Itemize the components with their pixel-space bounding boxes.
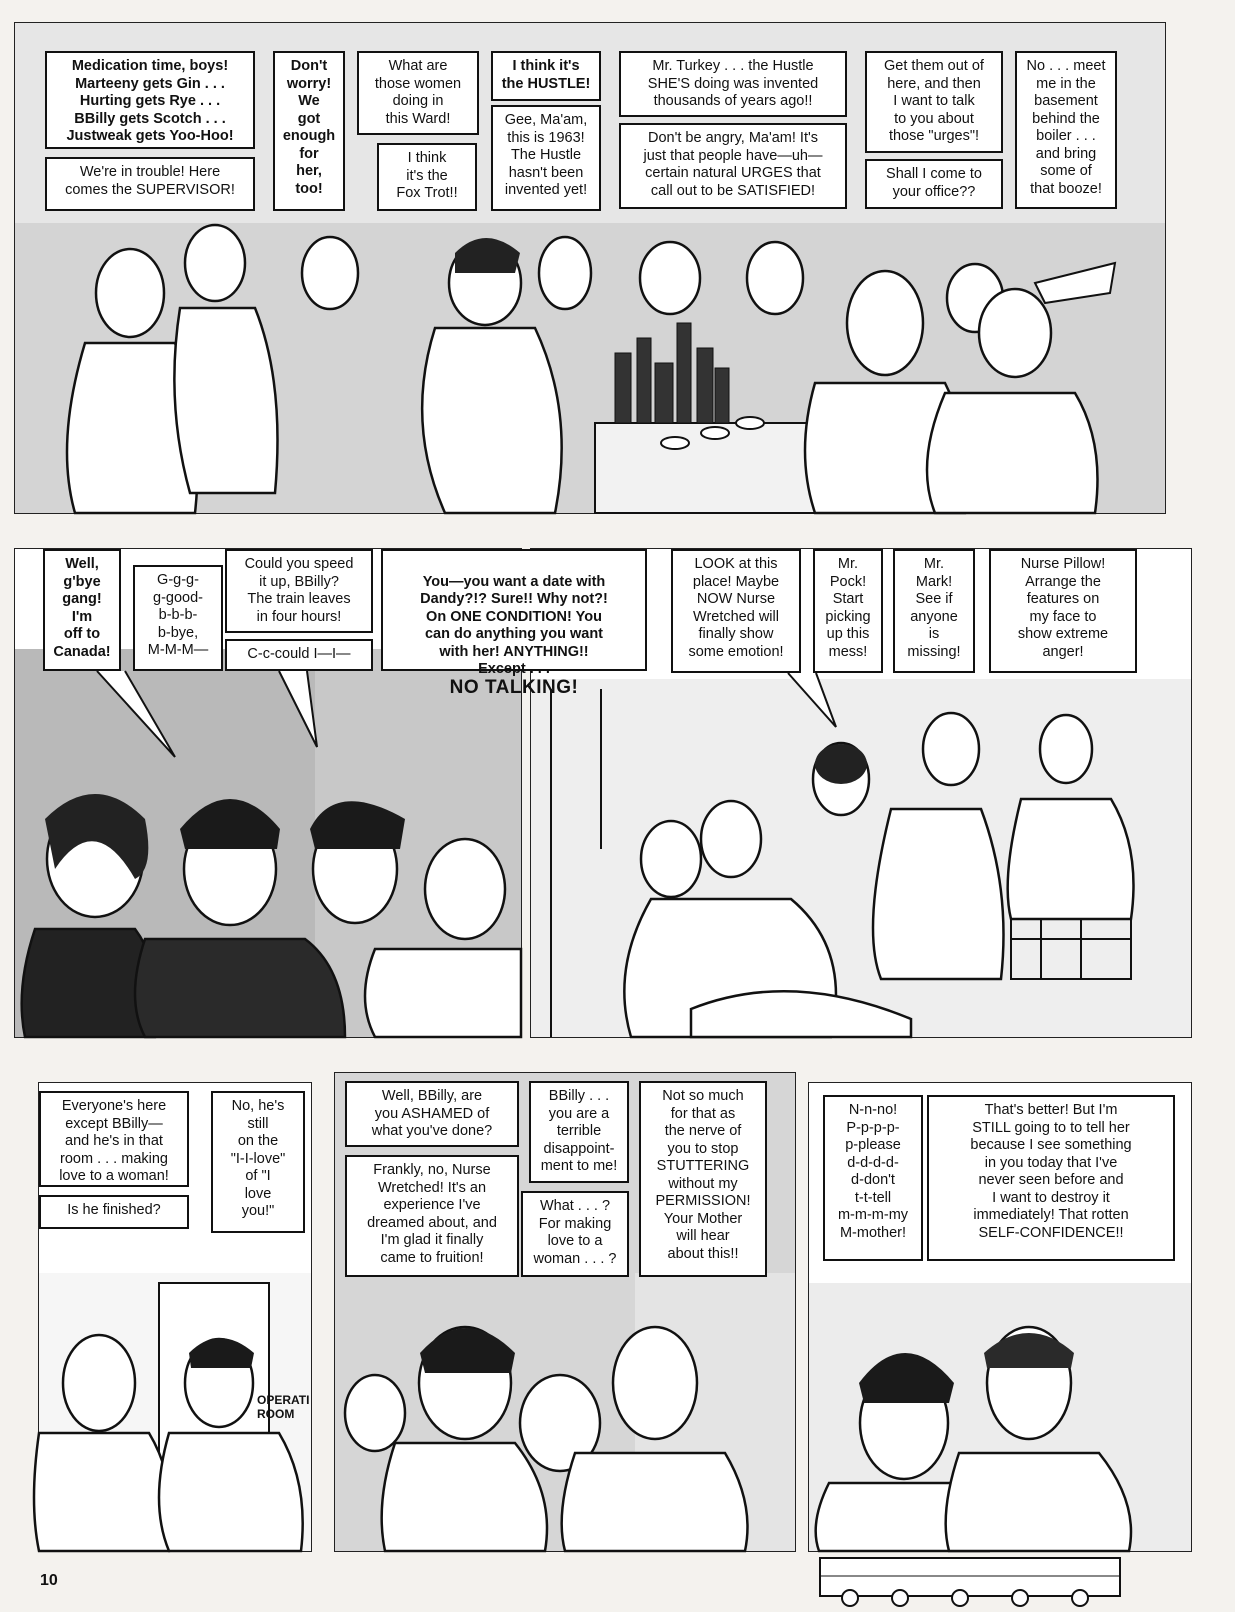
speech-bubble-mr-turkey: Mr. Turkey . . . the Hustle SHE'S doing was invented thousands of years ago!! <box>619 51 847 117</box>
no-talking-emphasis: NO TALKING! <box>449 676 579 698</box>
speech-bubble-nurse-pillow: Nurse Pillow! Arrange the features on my face to show extreme anger! <box>989 549 1137 673</box>
panel-2 <box>14 548 608 1038</box>
panel-4 <box>38 1082 312 1552</box>
speech-bubble-stop-stuttering: Not so much for that as the nerve of you to stop STUTTERING without my PERMISSION! Your Mother will hear about this!! <box>639 1081 767 1277</box>
operating-room-sign: OPERATI ROOM <box>257 1393 310 1421</box>
speech-bubble-supervisor-warning: We're in trouble! Here comes the SUPERVISOR! <box>45 157 255 211</box>
speech-bubble-off-to-canada: Well, g'bye gang! I'm off to Canada! <box>43 549 121 671</box>
speech-bubble-dont-worry: Don't worry! We got enough for her, too! <box>273 51 345 211</box>
bubble-tail-c-could <box>277 669 337 749</box>
speech-bubble-speed-it-up: Could you speed it up, BBilly? The train leaves in four hours! <box>225 549 373 633</box>
speech-bubble-what-for-making-love: What . . . ? For making love to a woman . . . ? <box>521 1191 629 1277</box>
speech-bubble-women-in-ward: What are those women doing in this Ward! <box>357 51 479 135</box>
speech-bubble-mr-pock: Mr. Pock! Start picking up this mess! <box>813 549 883 673</box>
speech-bubble-medication: Medication time, boys! Marteeny gets Gin . . . Hurting gets Rye . . . BBilly gets Scotch . . . Justweak gets Yoo-Hoo! <box>45 51 255 149</box>
speech-bubble-dont-tell-mother: N-n-no! P-p-p-p- p-please d-d-d-d- d-don't t-t-tell m-m-m-my M-mother! <box>823 1095 923 1261</box>
speech-bubble-look-at-this-place: LOOK at this place! Maybe NOW Nurse Wretched will finally show some emotion! <box>671 549 801 673</box>
bubble-tail-canada <box>95 669 185 759</box>
speech-bubble-get-them-out: Get them out of here, and then I want to talk to you about those "urges"! <box>865 51 1003 153</box>
panel-6 <box>808 1082 1192 1552</box>
speech-bubble-hustle: I think it's the HUSTLE! <box>491 51 601 101</box>
bubble-tail-look <box>786 671 846 731</box>
speech-bubble-fox-trot: I think it's the Fox Trot!! <box>377 143 477 211</box>
speech-bubble-is-he-finished: Is he finished? <box>39 1195 189 1229</box>
panel-1 <box>14 22 1166 514</box>
speech-bubble-natural-urges: Don't be angry, Ma'am! It's just that people have—uh— certain natural URGES that call out to be SATISFIED! <box>619 123 847 209</box>
speech-bubble-your-office: Shall I come to your office?? <box>865 159 1003 209</box>
page-number: 10 <box>40 1572 58 1589</box>
date-with-dandy-text: You—you want a date with Dandy?!? Sure!! Why not?! On ONE CONDITION! You can do anything you want with her! ANYTHING!! Except . . . <box>420 573 608 677</box>
speech-bubble-date-with-dandy <box>381 549 647 698</box>
speech-bubble-disappointment: BBilly . . . you are a terrible disappoint- ment to me! <box>529 1081 629 1183</box>
speech-bubble-self-confidence: That's better! But I'm STILL going to to tell her because I see something in you today that I've never seen before and I want to destroy it immediately! That rotten SELF-CONFIDENCE!! <box>927 1095 1175 1261</box>
speech-bubble-1963: Gee, Ma'am, this is 1963! The Hustle hasn't been invented yet! <box>491 105 601 211</box>
speech-bubble-i-love-you: No, he's still on the "I-I-love" of "I love you!" <box>211 1091 305 1233</box>
speech-bubble-c-could: C-c-could I—I— <box>225 639 373 671</box>
speech-bubble-g-good-bye: G-g-g- g-good- b-b-b- b-bye, M-M-M— <box>133 565 223 671</box>
train-illustration <box>810 1548 1130 1608</box>
speech-bubble-mr-mark: Mr. Mark! See if anyone is missing! <box>893 549 975 673</box>
speech-bubble-everyones-here: Everyone's here except BBilly— and he's in that room . . . making love to a woman! <box>39 1091 189 1187</box>
speech-bubble-ashamed: Well, BBilly, are you ASHAMED of what you've done? <box>345 1081 519 1147</box>
speech-bubble-frankly-no: Frankly, no, Nurse Wretched! It's an experience I've dreamed about, and I'm glad it finally came to fruition! <box>345 1155 519 1277</box>
panel-5 <box>334 1072 796 1552</box>
speech-bubble-basement-booze: No . . . meet me in the basement behind the boiler . . . and bring some of that booze! <box>1015 51 1117 209</box>
